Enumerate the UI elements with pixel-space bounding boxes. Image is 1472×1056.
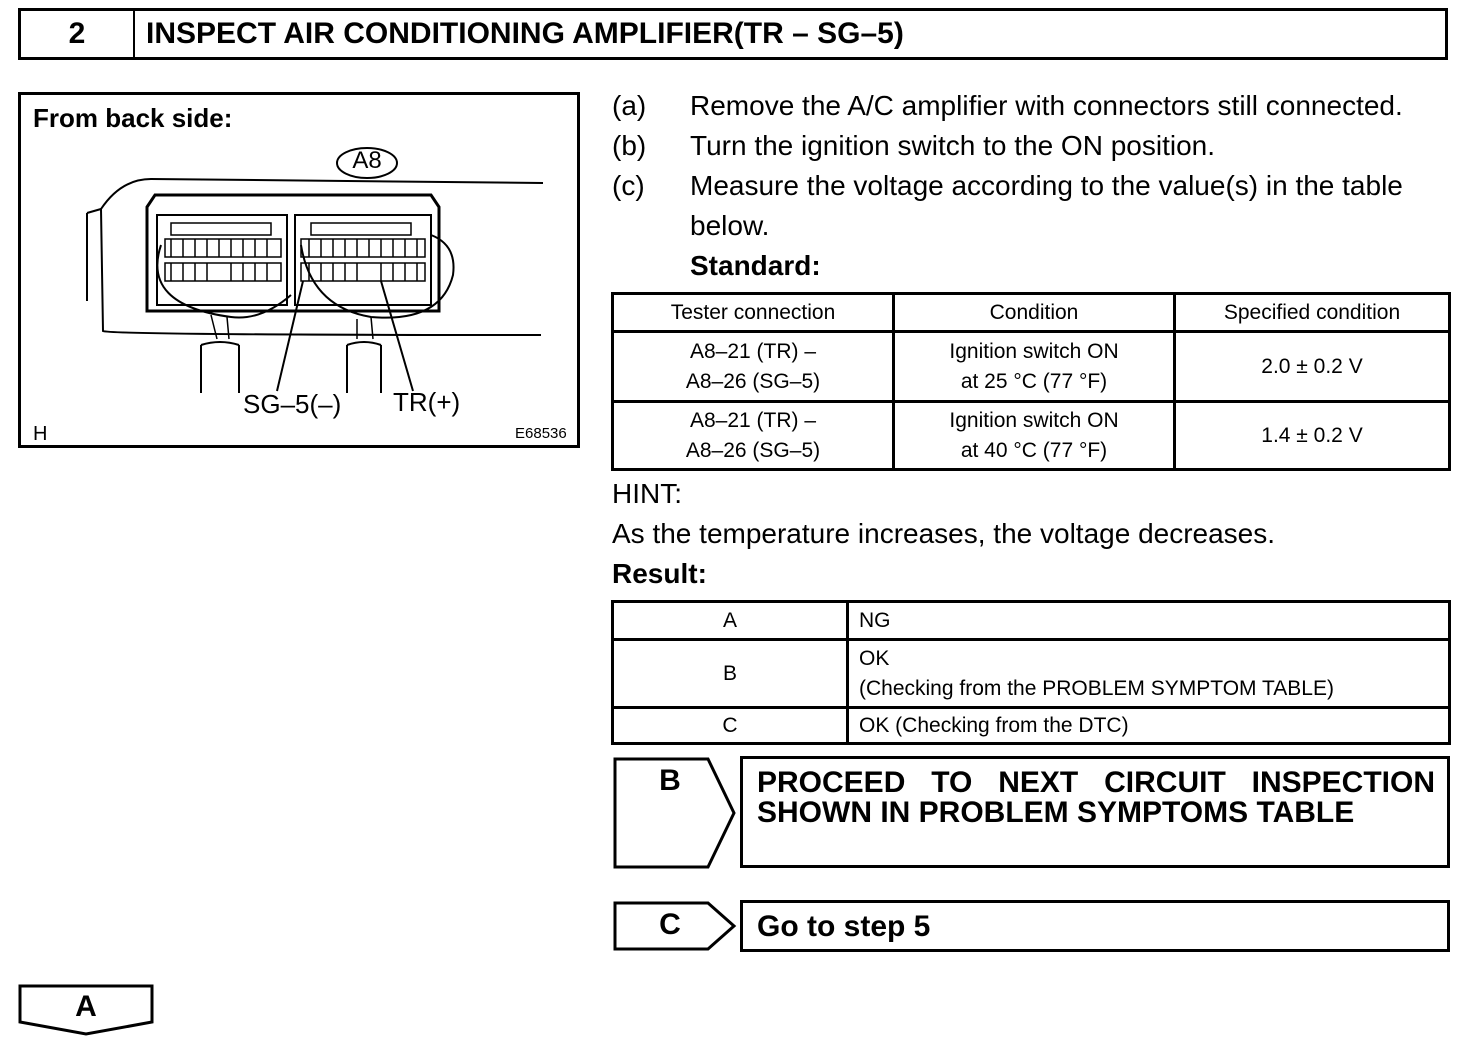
- step-c-text: Measure the voltage according to the value(s) in the table below.: [690, 170, 1403, 241]
- step-a-label: (a): [612, 90, 647, 121]
- step-title: INSPECT AIR CONDITIONING AMPLIFIER(TR – SG–5): [146, 17, 904, 50]
- table-row: [613, 640, 1450, 708]
- result-code: B: [613, 640, 848, 708]
- step-a-text: Remove the A/C amplifier with connectors still connected.: [690, 90, 1403, 121]
- tester-connection-cell: [613, 332, 894, 402]
- step-header: [18, 8, 1448, 60]
- step-b-text: Turn the ignition switch to the ON position.: [690, 130, 1215, 161]
- result-code: C: [613, 708, 848, 744]
- action-b-line2: SHOWN IN PROBLEM SYMPTOMS TABLE: [757, 796, 1355, 829]
- tr-terminal-label: TR(+): [393, 387, 461, 417]
- connector-figure: [18, 92, 580, 448]
- condition-cell: [894, 332, 1175, 402]
- standard-table: [611, 292, 1451, 471]
- figure-corner-label: H: [33, 423, 48, 445]
- next-step-label: A: [75, 990, 97, 1023]
- action-b-code: B: [659, 764, 681, 797]
- specified-condition-cell: 2.0 ± 0.2 V: [1175, 332, 1450, 402]
- condition-line: at 25 °C (77 °F): [960, 369, 1108, 393]
- connection-line: A8–26 (SG–5): [685, 438, 821, 462]
- condition-line: Ignition switch ON: [949, 339, 1119, 363]
- result-table: [611, 600, 1451, 745]
- connection-line: A8–21 (TR) –: [689, 339, 817, 363]
- connection-line: A8–26 (SG–5): [685, 369, 821, 393]
- result-description: OK (Checking from the DTC): [848, 708, 1450, 744]
- col-header-condition: Condition: [894, 294, 1175, 332]
- action-c-box: [740, 900, 1450, 952]
- hint-label: HINT:: [612, 478, 682, 509]
- condition-line: at 40 °C (77 °F): [960, 438, 1108, 462]
- table-row: [613, 602, 1450, 640]
- table-row: [613, 402, 1450, 470]
- table-row: [613, 332, 1450, 402]
- result-line: (Checking from the PROBLEM SYMPTOM TABLE): [859, 676, 1334, 700]
- step-a: [612, 86, 1462, 126]
- result-line: OK: [859, 646, 890, 670]
- result-description: NG: [848, 602, 1450, 640]
- figure-code: E68536: [515, 425, 567, 442]
- action-c-code: C: [659, 908, 681, 941]
- step-c-label: (c): [612, 170, 645, 201]
- condition-cell: [894, 402, 1175, 470]
- result-code: A: [613, 602, 848, 640]
- specified-condition-cell: 1.4 ± 0.2 V: [1175, 402, 1450, 470]
- result-label: Result:: [612, 558, 707, 589]
- step-c: [612, 166, 1462, 246]
- step-number: 2: [21, 11, 135, 57]
- col-header-tester-connection: Tester connection: [613, 294, 894, 332]
- action-c-text: Go to step 5: [757, 910, 931, 943]
- table-row: [613, 708, 1450, 744]
- col-header-specified-condition: Specified condition: [1175, 294, 1450, 332]
- connection-line: A8–21 (TR) –: [689, 408, 817, 432]
- hint-text: As the temperature increases, the voltage decreases.: [612, 518, 1276, 549]
- condition-line: Ignition switch ON: [949, 408, 1119, 432]
- tester-connection-cell: [613, 402, 894, 470]
- figure-caption: From back side:: [33, 103, 233, 133]
- step-b: [612, 126, 1462, 166]
- result-description: [848, 640, 1450, 708]
- standard-label: Standard:: [690, 250, 821, 281]
- sg-terminal-label: SG–5(–): [243, 389, 342, 419]
- step-b-label: (b): [612, 130, 647, 161]
- action-b-line1: PROCEED TO NEXT CIRCUIT INSPECTION: [757, 766, 1435, 799]
- action-b-box: [740, 756, 1450, 868]
- connector-label-a8: A8: [352, 147, 382, 174]
